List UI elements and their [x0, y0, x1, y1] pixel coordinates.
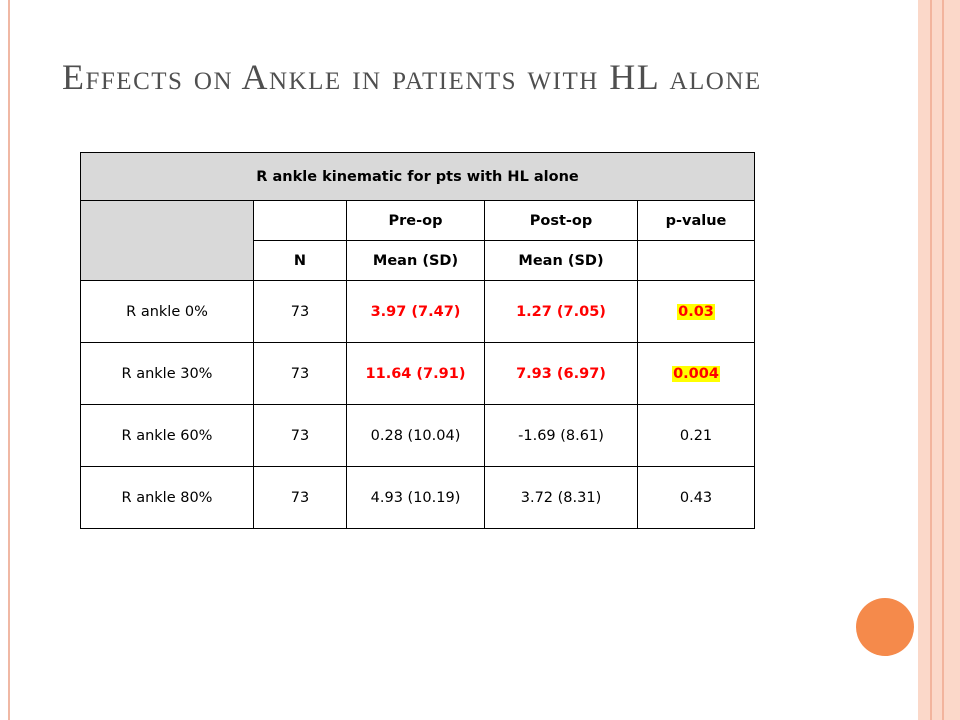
header-post-op: Post-op	[485, 201, 638, 241]
row-label: R ankle 0%	[81, 281, 254, 343]
header-n: N	[254, 241, 347, 281]
header-p-value: p-value	[638, 201, 755, 241]
row-label: R ankle 60%	[81, 405, 254, 467]
table-row	[81, 405, 755, 467]
row-label: R ankle 80%	[81, 467, 254, 529]
empty-header-cell	[81, 201, 254, 281]
row-post-op: 1.27 (7.05)	[485, 281, 638, 343]
row-n: 73	[254, 467, 347, 529]
table-row	[81, 281, 755, 343]
row-post-op: 3.72 (8.31)	[485, 467, 638, 529]
row-label: R ankle 30%	[81, 343, 254, 405]
ankle-kinematics-table	[80, 152, 755, 529]
row-p-value: 0.43	[638, 467, 755, 529]
left-border-line	[8, 0, 10, 720]
table-caption-row	[81, 153, 755, 201]
table-caption: R ankle kinematic for pts with HL alone	[81, 153, 755, 201]
right-border-band	[918, 0, 960, 720]
empty-header-cell	[254, 201, 347, 241]
header-row-1	[81, 201, 755, 241]
right-border-line	[942, 0, 944, 720]
header-mean-sd-pre: Mean (SD)	[347, 241, 485, 281]
row-pre-op: 3.97 (7.47)	[347, 281, 485, 343]
row-p-value: 0.21	[638, 405, 755, 467]
row-pre-op: 0.28 (10.04)	[347, 405, 485, 467]
row-pre-op: 4.93 (10.19)	[347, 467, 485, 529]
row-pre-op: 11.64 (7.91)	[347, 343, 485, 405]
header-pre-op: Pre-op	[347, 201, 485, 241]
accent-circle	[856, 598, 914, 656]
row-post-op: 7.93 (6.97)	[485, 343, 638, 405]
header-mean-sd-post: Mean (SD)	[485, 241, 638, 281]
slide-title: Effects on Ankle in patients with HL alone	[62, 57, 762, 97]
row-p-value: 0.004	[673, 365, 719, 382]
empty-header-cell	[638, 241, 755, 281]
table-row	[81, 343, 755, 405]
row-p-value-cell	[638, 281, 755, 343]
row-p-value: 0.03	[678, 303, 714, 320]
table-row	[81, 467, 755, 529]
row-n: 73	[254, 281, 347, 343]
row-post-op: -1.69 (8.61)	[485, 405, 638, 467]
row-p-value-cell	[638, 343, 755, 405]
right-border-line	[930, 0, 932, 720]
row-n: 73	[254, 405, 347, 467]
row-n: 73	[254, 343, 347, 405]
